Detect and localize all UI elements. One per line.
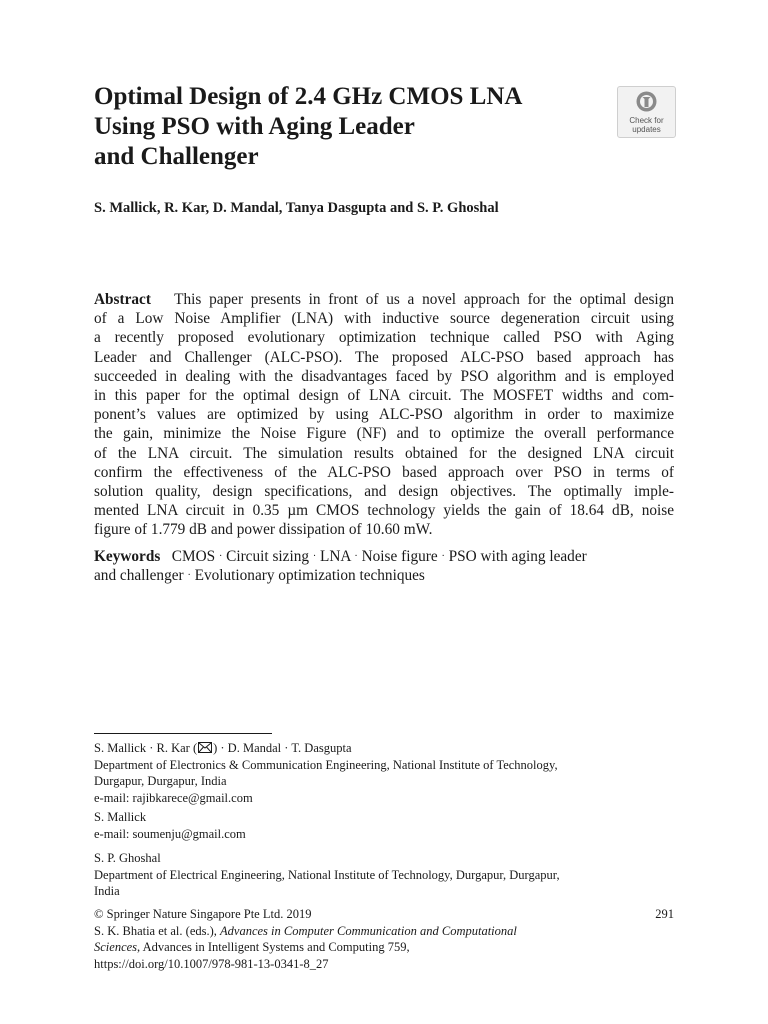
page-number: 291 — [655, 907, 674, 921]
affiliation-country-3: India — [94, 884, 120, 898]
abstract-line-10: confirm the effectiveness of the ALC-PSO based approach over PSO in terms of — [94, 463, 674, 481]
keyword: and challenger — [94, 567, 184, 585]
keywords — [94, 547, 674, 585]
abstract-line-9: of the LNA circuit. The simulation results obtained for the designed LNA circuit — [94, 444, 674, 462]
abstract-line-7: ponent’s values are optimized by using ALC-PSO algorithm in order to maximize — [94, 406, 674, 424]
abstract-line-8: the gain, minimize the Noise Figure (NF) and to optimize the overall performance — [94, 425, 674, 443]
keyword: Evolutionary optimization techniques — [194, 567, 425, 585]
affiliation-block-3 — [94, 850, 674, 900]
affiliation-block-2 — [94, 809, 674, 842]
affiliation-names-1b: ) · D. Mandal · T. Dasgupta — [213, 741, 352, 755]
title-line-2: Using PSO with Aging Leader — [94, 113, 415, 140]
badge-label-line-2: updates — [632, 125, 661, 134]
keyword-separator: · — [187, 570, 191, 582]
abstract-line-1: This paper presents in front of us a novel approach for the optimal design — [174, 291, 674, 308]
author-list: S. Mallick, R. Kar, D. Mandal, Tanya Dasgupta and S. P. Ghoshal — [94, 200, 499, 216]
badge-label-line-1: Check for — [629, 116, 664, 125]
affiliation-dept-1: Department of Electronics & Communication Engineering, National Institute of Technology, — [94, 757, 558, 772]
abstract-line-5: succeeded in dealing with the disadvantages faced by PSO algorithm and is employed — [94, 367, 674, 385]
crossmark-icon — [636, 91, 657, 112]
abstract-line-2: of a Low Noise Amplifier (LNA) with inductive source degeneration circuit using — [94, 310, 674, 328]
abstract-line-3: a recently proposed evolutionary optimization technique called PSO with Aging — [94, 329, 674, 347]
keyword-separator: · — [441, 551, 445, 562]
book-title-1: Advances in Computer Communication and Computational — [220, 923, 517, 938]
affiliation-city-1: Durgapur, Durgapur, India — [94, 774, 227, 788]
keyword: Circuit sizing — [226, 548, 309, 565]
abstract-line-11: solution quality, design specifications, and design objectives. The optimally imple- — [94, 482, 674, 500]
affiliation-name-2: S. Mallick — [94, 810, 147, 824]
abstract — [94, 290, 674, 539]
keyword: CMOS — [171, 548, 216, 565]
footer — [94, 906, 674, 972]
affiliation-block-1 — [94, 740, 674, 806]
editors: S. K. Bhatia et al. (eds.), — [94, 923, 217, 938]
copyright: © Springer Nature Singapore Pte Ltd. 2019 — [94, 907, 312, 921]
keyword: Noise figure — [361, 548, 438, 565]
abstract-line-13: figure of 1.779 dB and power dissipation of 10.60 mW. — [94, 521, 433, 539]
title-line-3: and Challenger — [94, 143, 259, 170]
affiliation-email-1[interactable]: e-mail: rajibkarece@gmail.com — [94, 790, 253, 805]
keyword: PSO with aging leader — [448, 548, 587, 565]
check-for-updates-badge[interactable] — [617, 86, 676, 138]
abstract-heading: Abstract — [94, 291, 151, 308]
keyword-separator: · — [218, 551, 223, 562]
keyword-separator: · — [354, 551, 358, 562]
series: , Advances in Intelligent Systems and Computing 759, — [137, 940, 410, 954]
doi-link[interactable]: https://doi.org/10.1007/978-981-13-0341-8_27 — [94, 956, 329, 971]
abstract-line-4: Leader and Challenger (ALC-PSO). The proposed ALC-PSO based approach has — [94, 348, 674, 366]
envelope-icon — [198, 742, 212, 753]
affiliation-dept-3: Department of Electrical Engineering, National Institute of Technology, Durgapur, Durgapur, — [94, 867, 560, 882]
affiliation-name-3: S. P. Ghoshal — [94, 851, 161, 865]
footnote-rule — [94, 733, 272, 734]
affiliation-email-2[interactable]: e-mail: soumenju@gmail.com — [94, 826, 246, 841]
abstract-line-12: mented LNA circuit in 0.35 µm CMOS technology yields the gain of 18.64 dB, noise — [94, 502, 674, 520]
keyword: LNA — [320, 548, 351, 565]
abstract-line-6: in this paper for the optimal design of LNA circuit. The MOSFET widths and com- — [94, 386, 674, 404]
keywords-heading: Keywords — [94, 548, 161, 565]
paper-title — [94, 82, 594, 172]
badge-label — [618, 116, 675, 134]
affiliation-names-1a: S. Mallick · R. Kar ( — [94, 741, 198, 755]
title-line-1: Optimal Design of 2.4 GHz CMOS LNA — [94, 83, 523, 110]
keyword-separator: · — [312, 551, 317, 562]
book-title-2: Sciences — [94, 940, 138, 954]
